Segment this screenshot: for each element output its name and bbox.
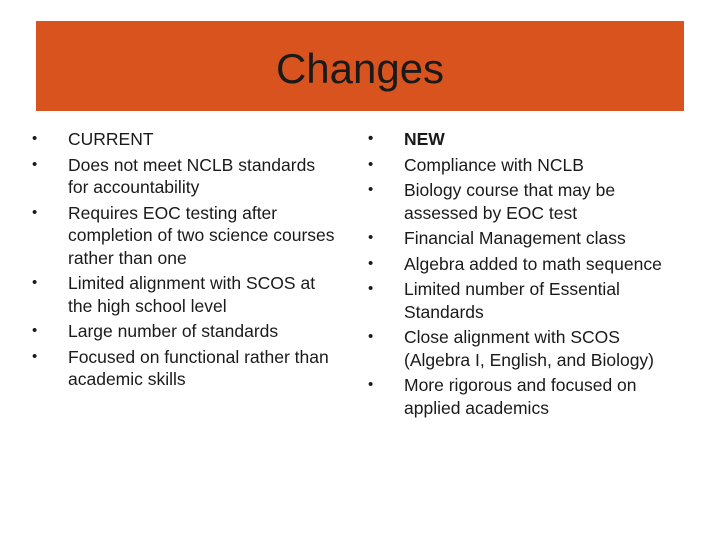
bullet-icon: • bbox=[32, 130, 38, 147]
bullet-icon: • bbox=[368, 280, 374, 297]
list-item-text: Limited alignment with SCOS at the high school level bbox=[68, 273, 316, 316]
list-item-text: Focused on functional rather than academic skills bbox=[68, 346, 329, 389]
list-item-text: Close alignment with SCOS (Algebra I, English, and Biology) bbox=[404, 327, 654, 370]
bullet-icon: • bbox=[32, 322, 38, 339]
list-item-text: Requires EOC testing after completion of two science courses rather than one bbox=[68, 202, 335, 268]
list-item-text: More rigorous and focused on applied academics bbox=[404, 375, 637, 418]
list-item bbox=[366, 374, 686, 419]
bullet-icon: • bbox=[368, 376, 374, 393]
bullet-icon: • bbox=[368, 155, 374, 173]
list-item bbox=[30, 346, 340, 391]
bullet-icon: • bbox=[32, 274, 38, 291]
list-item bbox=[30, 154, 340, 199]
current-column bbox=[30, 128, 340, 394]
bullet-icon: • bbox=[32, 203, 38, 221]
bullet-icon: • bbox=[368, 229, 374, 246]
list-item bbox=[366, 278, 686, 323]
list-item bbox=[366, 154, 686, 177]
list-item bbox=[366, 128, 686, 151]
slide-title-banner bbox=[36, 21, 684, 111]
list-item-text: Limited number of Essential Standards bbox=[404, 279, 620, 322]
bullet-icon: • bbox=[32, 347, 38, 365]
bullet-icon: • bbox=[368, 130, 374, 147]
list-item-text: Financial Management class bbox=[404, 228, 626, 248]
list-item bbox=[366, 253, 686, 276]
list-item-text: Compliance with NCLB bbox=[404, 154, 584, 175]
new-column bbox=[366, 128, 686, 422]
list-item-text: CURRENT bbox=[68, 129, 154, 149]
list-item-text: Does not meet NCLB standards for accountability bbox=[68, 154, 316, 197]
list-item bbox=[30, 128, 340, 151]
bullet-icon: • bbox=[368, 328, 374, 345]
list-item-text: Algebra added to math sequence bbox=[404, 253, 662, 274]
list-item bbox=[30, 320, 340, 343]
list-item bbox=[366, 179, 686, 224]
list-item-text: NEW bbox=[404, 129, 445, 149]
bullet-icon: • bbox=[368, 254, 374, 272]
list-item bbox=[366, 227, 686, 250]
list-item-text: Biology course that may be assessed by EOC test bbox=[404, 180, 616, 223]
bullet-icon: • bbox=[368, 181, 374, 198]
bullet-icon: • bbox=[32, 155, 38, 173]
list-item bbox=[366, 326, 686, 371]
list-item-text: Large number of standards bbox=[68, 321, 279, 341]
slide-title: Changes bbox=[275, 45, 445, 92]
list-item bbox=[30, 272, 340, 317]
list-item bbox=[30, 202, 340, 270]
